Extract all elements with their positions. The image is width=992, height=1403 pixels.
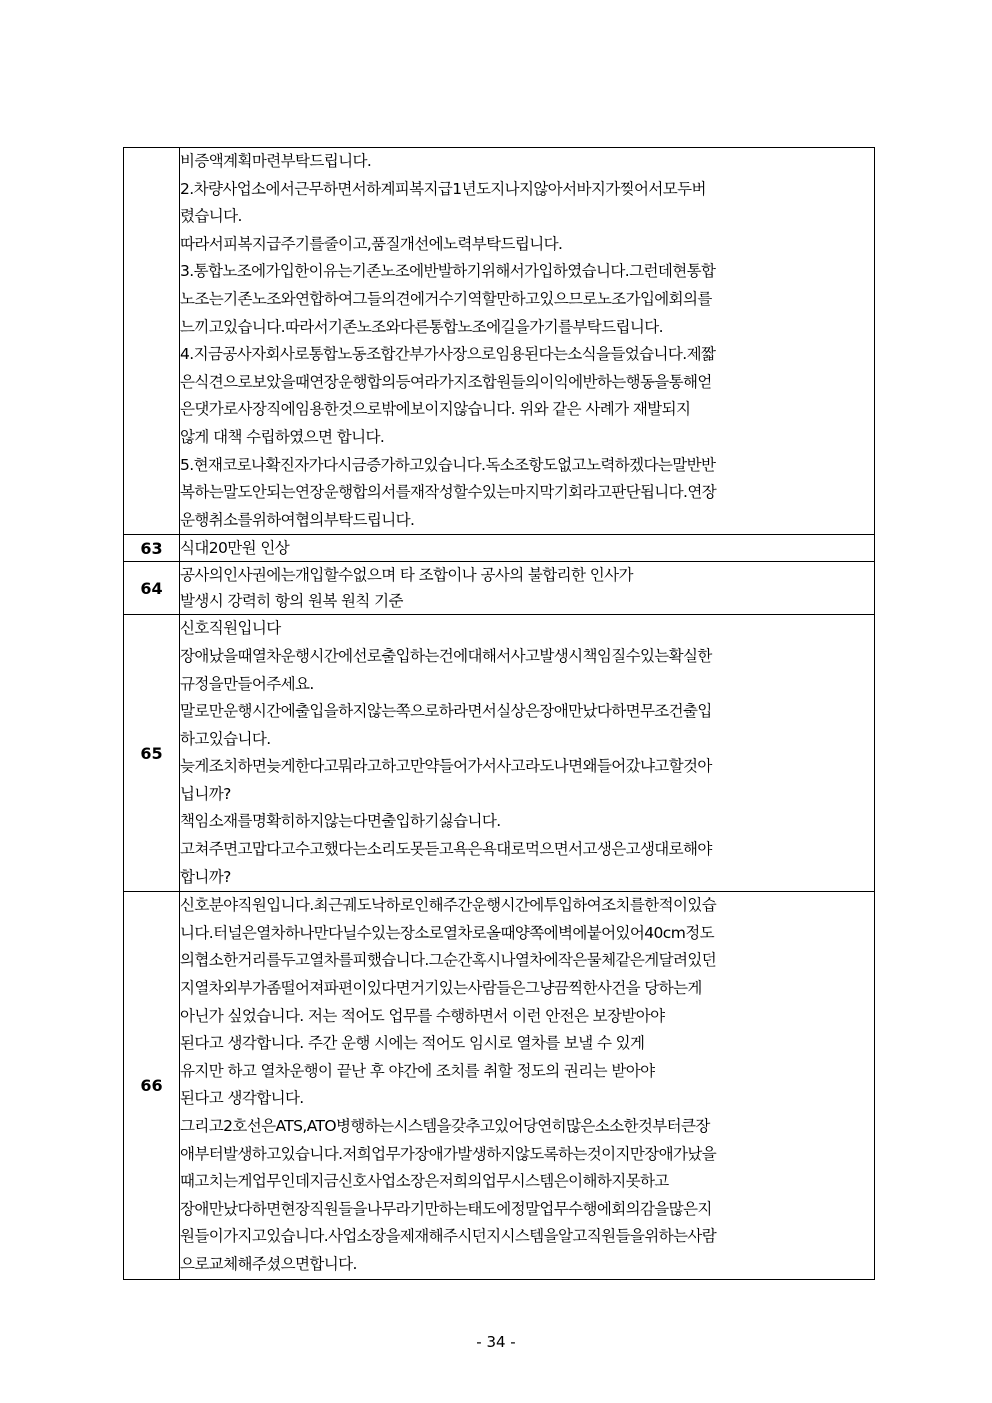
row-number-cell: 66 [124,892,180,1279]
text-line: 애부터발생하고있습니다.저희업무가장애가발생하지않도록하는것이지만장애가났을 [180,1144,717,1163]
text-line: 느끼고있습니다.따라서기존노조와다른통합노조에길을가기를부탁드립니다. [180,317,663,336]
row-content-cell [180,535,875,562]
row-number-cell [124,148,180,535]
text-line: 신호분야직원입니다.최근궤도낙하로인해주간운행시간에투입하여조치를한적이있습 [180,896,717,915]
table-row-63 [124,535,875,562]
text-line: 으로교체해주셨으면합니다. [180,1254,357,1273]
text-line: 3.통합노조에가입한이유는기존노조에반발하기위해서가입하였습니다.그런데현통합 [180,262,716,281]
text-line: 아닌가 싶었습니다. 저는 적어도 업무를 수행하면서 이런 안전은 보장받아야 [180,1006,665,1025]
text-line: 된다고 생각합니다. [180,1089,304,1108]
text-line: 장애만났다하면현장직원들을나무라기만하는태도에정말업무수행에회의감을많은지 [180,1199,712,1218]
table-row-continued [124,148,875,535]
text-line: 발생시 강력히 항의 원복 원칙 기준 [180,592,403,611]
table-row-65 [124,615,875,892]
text-line: 렸습니다. [180,207,242,226]
text-line: 공사의인사권에는개입할수없으며 타 조합이나 공사의 불합리한 인사가 [180,566,633,585]
text-line: 유지만 하고 열차운행이 끝난 후 야간에 조치를 취할 정도의 권리는 받아야 [180,1061,655,1080]
text-line: 2.차량사업소에서근무하면서하계피복지급1년도지나지않아서바지가찢어서모두버 [180,179,706,198]
text-line: 않게 대책 수립하였으면 합니다. [180,427,385,446]
text-line: 그리고2호선은ATS,ATO병행하는시스템을갖추고있어당연히많은소소한것부터큰장 [180,1117,710,1135]
text-line: 의협소한거리를두고열차를피했습니다.그순간혹시나열차에작은물체같은게달려있던 [180,951,717,970]
text-line: 때고치는게업무인데지금신호사업소장은저희의업무시스템은이해하지못하고 [180,1172,669,1191]
table-row-66 [124,892,875,1279]
text-line: 은댓가로사장직에임용한것으로밖에보이지않습니다. 위와 같은 사례가 재발되지 [180,400,691,419]
text-line: 말로만운행시간에출입을하지않는쪽으로하라면서실상은장애만났다하면무조건출입 [180,702,712,721]
row-content-cell [180,615,875,892]
text-line: 니다.터널은열차하나만다닐수있는장소로열차로올때양쪽에벽에붙어있어40cm정도 [180,923,714,942]
row-content-cell [180,562,875,615]
text-line: 신호직원입니다 [180,619,281,638]
table-row-64 [124,562,875,615]
text-line: 늦게조치하면늦게한다고뭐라고하고만약들어가서사고라도나면왜들어갔냐고할것아 [180,757,712,776]
text-line: 규정을만들어주세요. [180,674,314,693]
row-content-cell [180,148,875,535]
text-line: 노조는기존노조와연합하여그들의견에거수기역할만하고있으므로노조가입에회의를 [180,289,712,308]
row-number-cell: 63 [124,535,180,562]
text-line: 식대20만원 인상 [180,539,290,558]
text-line: 합니까? [180,867,231,886]
page-number: - 34 - [476,1333,516,1351]
text-line: 하고있습니다. [180,729,271,748]
text-line: 4.지금공사자회사로통합노동조합간부가사장으로임용된다는소식을들었습니다.제짧 [180,345,716,364]
row-number-cell: 64 [124,562,180,615]
text-line: 은식견으로보았을때연장운행합의등여라가지조합원들의이익에반하는행동을통해얻 [180,372,712,391]
row-content-cell [180,892,875,1279]
text-line: 고쳐주면고맙다고수고했다는소리도못듣고욕은욕대로먹으면서고생은고생대로해야 [180,840,712,859]
text-line: 따라서피복지급주기를줄이고,품질개선에노력부탁드립니다. [180,234,563,253]
text-line: 5.현재코로나확진자가다시금증가하고있습니다.독소조항도없고노력하겠다는말반반 [180,455,716,474]
text-line: 닙니까? [180,784,231,803]
row-number-cell: 65 [124,615,180,892]
text-line: 운행취소를위하여협의부탁드립니다. [180,510,415,529]
text-line: 책임소재를명확히하지않는다면출입하기싫습니다. [180,812,501,831]
text-line: 된다고 생각합니다. 주간 운행 시에는 적어도 임시로 열차를 보낼 수 있게 [180,1034,645,1053]
opinion-table [123,147,875,1280]
text-line: 지열차외부가좀떨어져파편이있다면거기있는사람들은그냥끔찍한사건을 당하는게 [180,979,702,998]
text-line: 복하는말도안되는연장운행합의서를재작성할수있는마지막기회라고판단됩니다.연장 [180,483,717,502]
text-line: 원들이가지고있습니다.사업소장을제재해주시던지시스템을알고직원들을위하는사람 [180,1227,717,1246]
text-line: 비증액계획마련부탁드립니다. [180,152,372,170]
text-line: 장애났을때열차운행시간에선로출입하는건에대해서사고발생시책임질수있는확실한 [180,646,712,665]
